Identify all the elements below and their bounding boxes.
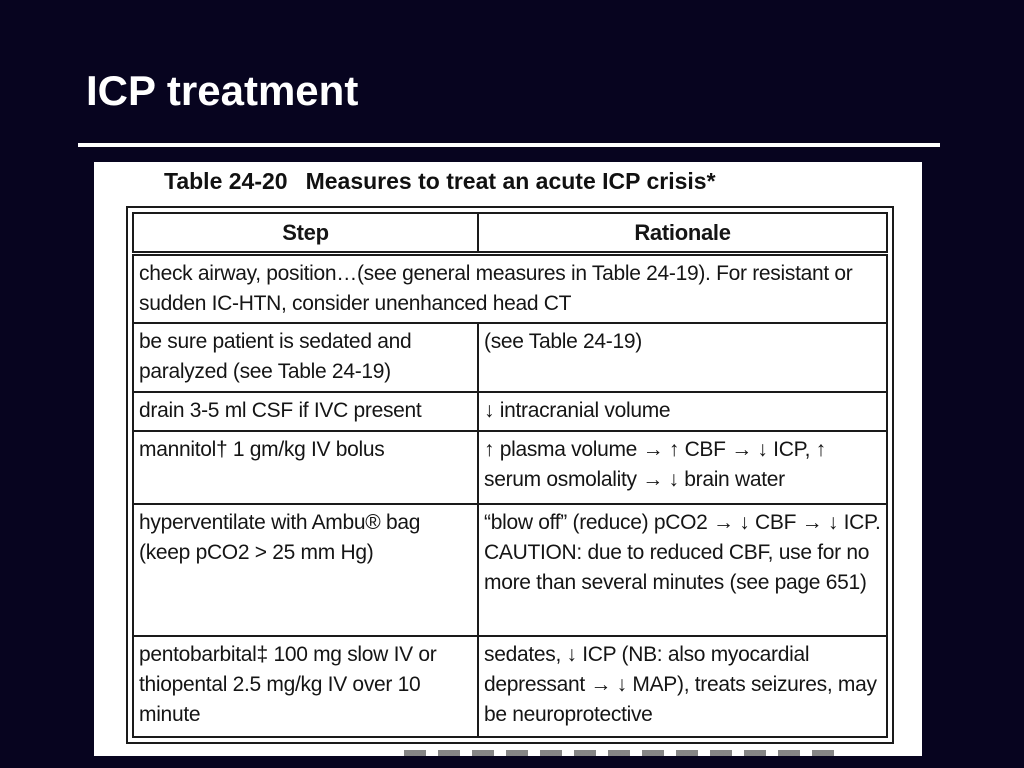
row-2-step: be sure patient is sedated and paralyzed (see Table 24-19) [133, 323, 478, 392]
table-row [133, 504, 887, 636]
table-caption [164, 168, 716, 195]
row-3-rationale: ↓ intracranial volume [478, 392, 887, 431]
table-row [133, 254, 887, 323]
title-divider [78, 143, 940, 147]
slide-title: ICP treatment [86, 67, 359, 114]
table-caption-number: Table 24-20 [164, 168, 288, 194]
table-row [133, 323, 887, 392]
table-row [133, 392, 887, 431]
row-4-rationale: ↑ plasma volume → ↑ CBF → ↓ ICP, ↑ serum osmolality → ↓ brain water [478, 431, 887, 504]
row-6-step: pentobarbital‡ 100 mg slow IV or thiopental 2.5 mg/kg IV over 10 minute [133, 636, 478, 738]
row-4-step: mannitol† 1 gm/kg IV bolus [133, 431, 478, 504]
table-header-row [133, 213, 887, 254]
table-frame [126, 206, 894, 744]
row-5-step: hyperventilate with Ambu® bag (keep pCO2 > 25 mm Hg) [133, 504, 478, 636]
row-3-step: drain 3-5 ml CSF if IVC present [133, 392, 478, 431]
scanned-table-image [94, 162, 922, 756]
measures-table [132, 212, 888, 738]
row-6-rationale: sedates, ↓ ICP (NB: also myocardial depressant → ↓ MAP), treats seizures, may be neuroprotective [478, 636, 887, 738]
table-row [133, 431, 887, 504]
table-row [133, 636, 887, 738]
row-1-full: check airway, position…(see general measures in Table 24-19). For resistant or sudden IC-HTN, consider unenhanced head CT [133, 254, 887, 323]
header-rationale: Rationale [478, 213, 887, 254]
header-step: Step [133, 213, 478, 254]
row-2-rationale: (see Table 24-19) [478, 323, 887, 392]
row-5-rationale: “blow off” (reduce) pCO2 → ↓ CBF → ↓ ICP. CAUTION: due to reduced CBF, use for no more than several minutes (see page 651) [478, 504, 887, 636]
table-caption-text: Measures to treat an acute ICP crisis* [305, 168, 716, 194]
cropped-footnote-text [404, 750, 844, 756]
